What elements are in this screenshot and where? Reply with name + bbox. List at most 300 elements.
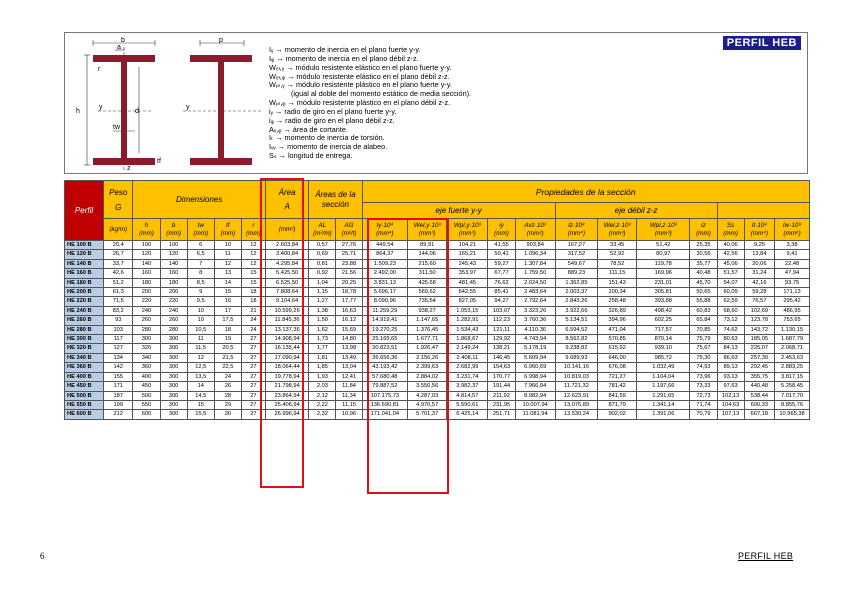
table-cell: 471,04 bbox=[598, 325, 637, 334]
diagram-label-z: z bbox=[127, 165, 131, 171]
table-cell: 6.060,69 bbox=[515, 363, 555, 372]
table-cell: 4.814,57 bbox=[447, 391, 488, 400]
table-cell: 27 bbox=[241, 335, 265, 344]
table-cell: 165,21 bbox=[447, 250, 488, 259]
table-row bbox=[65, 250, 810, 259]
i-beam-cross-section-diagram bbox=[73, 37, 265, 171]
diagram-label-a: a bbox=[117, 44, 121, 51]
table-cell: 1,27 bbox=[309, 297, 336, 306]
diagram-label-r: r bbox=[98, 66, 101, 73]
table-cell: 1.307,84 bbox=[515, 259, 555, 268]
table-cell: 3,38 bbox=[775, 241, 810, 250]
table-cell: 57.680,48 bbox=[362, 372, 408, 381]
table-cell: 11.845,36 bbox=[265, 316, 308, 325]
header-col: Iw·10⁹ (mm⁶) bbox=[775, 219, 810, 241]
table-cell: 2,12 bbox=[309, 391, 336, 400]
table-cell: 18 bbox=[241, 288, 265, 297]
table-cell: 260 bbox=[133, 316, 160, 325]
table-cell: 180 bbox=[133, 278, 160, 287]
table-cell: 12 bbox=[241, 241, 265, 250]
table-cell: 74,62 bbox=[717, 325, 744, 334]
table-cell: 0,69 bbox=[309, 250, 336, 259]
table-cell: 76,57 bbox=[744, 297, 774, 306]
table-cell: 11,15 bbox=[336, 400, 362, 409]
table-cell: 144,06 bbox=[408, 250, 447, 259]
table-cell: 300 bbox=[160, 363, 187, 372]
legend-line: (igual al doble del momento estático de media sección). bbox=[291, 89, 472, 99]
table-cell: 258,48 bbox=[598, 297, 637, 306]
table-cell: 1.926,47 bbox=[408, 344, 447, 353]
table-cell: 27 bbox=[241, 353, 265, 362]
table-cell: 104,21 bbox=[447, 241, 488, 250]
table-cell: 2,32 bbox=[309, 410, 336, 419]
table-cell: 300 bbox=[160, 353, 187, 362]
legend-line: iᵧ → radio de giro en el plano fuerte y-y. bbox=[269, 106, 397, 116]
table-cell: 40,48 bbox=[690, 269, 717, 278]
table-cell: 1,85 bbox=[309, 363, 336, 372]
table-cell: 23,88 bbox=[336, 259, 362, 268]
table-cell: 600 bbox=[133, 410, 160, 419]
table-cell: 71,74 bbox=[690, 400, 717, 409]
table-cell: 4.970,57 bbox=[408, 400, 447, 409]
footer-title: PERFIL HEB bbox=[738, 551, 794, 561]
table-cell: 45,70 bbox=[690, 278, 717, 287]
table-cell: 8 bbox=[187, 269, 214, 278]
table-cell: 171 bbox=[104, 382, 133, 391]
table-cell: 10.141,16 bbox=[555, 363, 597, 372]
table-cell: 16,63 bbox=[336, 306, 362, 315]
table-cell: 27 bbox=[241, 382, 265, 391]
table-cell: 220 bbox=[133, 297, 160, 306]
table-cell: 27 bbox=[241, 400, 265, 409]
table-cell: 136.690,81 bbox=[362, 400, 408, 409]
table-cell: 10 bbox=[214, 241, 241, 250]
table-cell: 676,08 bbox=[598, 363, 637, 372]
table-cell: 215,60 bbox=[408, 259, 447, 268]
legend-panel bbox=[64, 32, 808, 174]
table-cell: 24 bbox=[241, 325, 265, 334]
table-cell: 21.798,94 bbox=[265, 382, 308, 391]
table-cell: 52,92 bbox=[598, 250, 637, 259]
table-cell: 569,62 bbox=[408, 288, 447, 297]
table-cell: 2.792,64 bbox=[515, 297, 555, 306]
table-cell: 600,33 bbox=[744, 400, 774, 409]
table-cell: 93 bbox=[104, 316, 133, 325]
table-cell: 3.817,15 bbox=[775, 372, 810, 381]
table-cell: 6.998,94 bbox=[515, 372, 555, 381]
table-cell: 12,5 bbox=[187, 363, 214, 372]
table-cell: 60,83 bbox=[690, 306, 717, 315]
table-cell: 5.590,61 bbox=[447, 400, 488, 409]
header-col: b (mm) bbox=[160, 219, 187, 241]
table-cell: 142 bbox=[104, 363, 133, 372]
table-cell: 1,15 bbox=[309, 288, 336, 297]
table-cell: 36.656,36 bbox=[362, 353, 408, 362]
table-cell: 211,92 bbox=[488, 391, 515, 400]
table-cell: 61,3 bbox=[104, 288, 133, 297]
table-cell: 13 bbox=[214, 269, 241, 278]
table-cell: 245,43 bbox=[447, 259, 488, 268]
table-cell: 112,23 bbox=[488, 316, 515, 325]
table-cell: 1.147,65 bbox=[408, 316, 447, 325]
table-cell: 393,88 bbox=[637, 297, 690, 306]
header-col: Iy·10⁴ (mm⁴) bbox=[362, 219, 408, 241]
table-cell: 15 bbox=[241, 278, 265, 287]
table-cell: 13,04 bbox=[336, 363, 362, 372]
table-cell: 311,50 bbox=[408, 269, 447, 278]
table-cell: 280 bbox=[160, 325, 187, 334]
profile-name-cell: HE 140 B bbox=[65, 259, 104, 268]
table-cell: 2.399,63 bbox=[408, 363, 447, 372]
table-cell: 79.887,52 bbox=[362, 382, 408, 391]
legend-line: Aᵥ,ᵩ → área de cortante. bbox=[269, 124, 348, 134]
table-cell: 47,94 bbox=[775, 269, 810, 278]
table-cell: 12,41 bbox=[336, 372, 362, 381]
table-cell: 121,11 bbox=[488, 325, 515, 334]
table-cell: 70,85 bbox=[690, 325, 717, 334]
table-cell: 14.919,41 bbox=[362, 316, 408, 325]
table-cell: 2.024,50 bbox=[515, 278, 555, 287]
table-cell: 146,45 bbox=[488, 353, 515, 362]
diagram-label-h: h bbox=[76, 108, 80, 115]
table-cell: 2.884,02 bbox=[408, 372, 447, 381]
table-cell: 903,84 bbox=[515, 241, 555, 250]
table-cell: 14 bbox=[187, 382, 214, 391]
table-cell: 400 bbox=[133, 372, 160, 381]
table-row bbox=[65, 316, 810, 325]
header-col: h (mm) bbox=[133, 219, 160, 241]
table-cell: 40,06 bbox=[717, 241, 744, 250]
header-col: Wel,z·10³ (mm³) bbox=[598, 219, 637, 241]
heb-profile-table bbox=[64, 180, 810, 420]
table-cell: 3.323,26 bbox=[515, 306, 555, 315]
table-cell: 51,42 bbox=[637, 241, 690, 250]
table-cell: 2.483,64 bbox=[515, 288, 555, 297]
table-cell: 27 bbox=[241, 344, 265, 353]
table-cell: 78,52 bbox=[598, 259, 637, 268]
table-cell: 16 bbox=[214, 297, 241, 306]
table-cell: 280 bbox=[133, 325, 160, 334]
table-cell: 104,63 bbox=[717, 400, 744, 409]
table-cell: 353,97 bbox=[447, 269, 488, 278]
table-row bbox=[65, 259, 810, 268]
table-row bbox=[65, 269, 810, 278]
table-cell: 200,34 bbox=[598, 288, 637, 297]
table-cell: 320 bbox=[133, 344, 160, 353]
table-cell: 538,44 bbox=[744, 391, 774, 400]
table-cell: 1.509,23 bbox=[362, 259, 408, 268]
table-cell: 11.259,29 bbox=[362, 306, 408, 315]
table-cell: 14 bbox=[214, 278, 241, 287]
table-cell: 18,78 bbox=[336, 288, 362, 297]
table-cell: 123,78 bbox=[744, 316, 774, 325]
table-cell: 27 bbox=[241, 391, 265, 400]
table-cell: 19.270,25 bbox=[362, 325, 408, 334]
table-cell: 11.081,94 bbox=[515, 410, 555, 419]
table-cell: 7 bbox=[187, 259, 214, 268]
table-row bbox=[65, 372, 810, 381]
table-cell: 21,5 bbox=[214, 353, 241, 362]
table-cell: 8.855,76 bbox=[775, 400, 810, 409]
profile-name-cell: HE 180 B bbox=[65, 278, 104, 287]
table-row bbox=[65, 344, 810, 353]
table-cell: 33,7 bbox=[104, 259, 133, 268]
diagram-label-tw: tw bbox=[113, 124, 120, 131]
table-cell: 4.287,03 bbox=[408, 391, 447, 400]
profile-name-cell: HE 450 B bbox=[65, 382, 104, 391]
table-cell: 1.391,06 bbox=[637, 410, 690, 419]
table-cell: 8.090,96 bbox=[362, 297, 408, 306]
table-cell: 111,15 bbox=[598, 269, 637, 278]
table-cell: 13,98 bbox=[336, 344, 362, 353]
table-cell: 11,84 bbox=[336, 382, 362, 391]
profile-name-cell: HE 360 B bbox=[65, 363, 104, 372]
table-cell: 199 bbox=[104, 400, 133, 409]
table-cell: 3.231,74 bbox=[447, 372, 488, 381]
table-cell: 65,84 bbox=[690, 316, 717, 325]
table-cell: 35,77 bbox=[690, 259, 717, 268]
table-cell: 11,34 bbox=[336, 391, 362, 400]
table-cell: 25,71 bbox=[336, 250, 362, 259]
table-cell: 6.425,14 bbox=[447, 410, 488, 419]
table-cell: 841,59 bbox=[598, 391, 637, 400]
table-cell: 85,41 bbox=[488, 288, 515, 297]
table-cell: 300 bbox=[160, 382, 187, 391]
table-cell: 33,45 bbox=[598, 241, 637, 250]
header-area: Área A bbox=[265, 181, 308, 219]
table-cell: 481,45 bbox=[447, 278, 488, 287]
table-cell: 16,12 bbox=[336, 316, 362, 325]
table-cell: 1.053,15 bbox=[447, 306, 488, 315]
table-cell: 100 bbox=[133, 241, 160, 250]
table-cell: 2.682,99 bbox=[447, 363, 488, 372]
table-cell: 292,45 bbox=[744, 363, 774, 372]
table-cell: 25.406,94 bbox=[265, 400, 308, 409]
table-cell: 170,77 bbox=[488, 372, 515, 381]
table-cell: 5.609,94 bbox=[515, 353, 555, 362]
table-cell: 5.134,51 bbox=[555, 316, 597, 325]
table-cell: 151,43 bbox=[598, 278, 637, 287]
table-cell: 4.743,94 bbox=[515, 335, 555, 344]
table-cell: 17,77 bbox=[336, 297, 362, 306]
profile-name-cell: HE 400 B bbox=[65, 372, 104, 381]
table-cell: 20,25 bbox=[336, 278, 362, 287]
profile-name-cell: HE 160 B bbox=[65, 269, 104, 278]
table-cell: 2.156,26 bbox=[408, 353, 447, 362]
table-cell: 67,77 bbox=[488, 269, 515, 278]
table-row bbox=[65, 288, 810, 297]
table-cell: 17 bbox=[214, 306, 241, 315]
table-cell: 62,59 bbox=[717, 297, 744, 306]
table-cell: 8.562,82 bbox=[555, 335, 597, 344]
title-badge: PERFIL HEB bbox=[723, 36, 801, 50]
table-cell: 5.701,37 bbox=[408, 410, 447, 419]
table-cell: 70,79 bbox=[690, 410, 717, 419]
table-cell: 140 bbox=[160, 259, 187, 268]
table-cell: 0,81 bbox=[309, 259, 336, 268]
table-cell: 80,97 bbox=[637, 250, 690, 259]
table-cell: 71,5 bbox=[104, 297, 133, 306]
header-perfil: Perfil bbox=[65, 181, 104, 241]
legend-line: Wₑₗ,ᵩ → módulo resistente elástico en el plano débil z-z. bbox=[269, 71, 450, 81]
table-cell: 667,18 bbox=[744, 410, 774, 419]
legend-line: Wₚₗ,ᵧ → módulo resistente plástico en el plano fuerte y-y. bbox=[269, 80, 452, 90]
table-cell: 50,41 bbox=[488, 250, 515, 259]
table-cell: 18 bbox=[214, 325, 241, 334]
table-cell: 12.623,91 bbox=[555, 391, 597, 400]
table-cell: 340 bbox=[133, 353, 160, 362]
table-cell: 89,13 bbox=[717, 363, 744, 372]
table-cell: 72,73 bbox=[690, 391, 717, 400]
table-cell: 440,48 bbox=[744, 382, 774, 391]
table-cell: 295,42 bbox=[775, 297, 810, 306]
table-cell: 6,5 bbox=[187, 250, 214, 259]
table-cell: 646,00 bbox=[598, 353, 637, 362]
table-cell: 25,35 bbox=[690, 241, 717, 250]
table-cell: 171.041,04 bbox=[362, 410, 408, 419]
header-col: Wel,y·10³ (mm³) bbox=[408, 219, 447, 241]
table-cell: 902,02 bbox=[598, 410, 637, 419]
table-row bbox=[65, 391, 810, 400]
header-col: r (mm) bbox=[241, 219, 265, 241]
table-cell: 42,16 bbox=[744, 278, 774, 287]
table-cell: 13,49 bbox=[336, 353, 362, 362]
table-cell: 360 bbox=[133, 363, 160, 372]
table-cell: 10.965,38 bbox=[775, 410, 810, 419]
table-cell: 93,13 bbox=[717, 372, 744, 381]
header-col: AG (m²/t) bbox=[336, 219, 362, 241]
table-body bbox=[65, 241, 810, 420]
table-cell: 1.096,34 bbox=[515, 250, 555, 259]
table-cell: 642,55 bbox=[447, 288, 488, 297]
table-cell: 73,12 bbox=[717, 316, 744, 325]
table-cell: 3.550,56 bbox=[408, 382, 447, 391]
table-cell: 2.603,84 bbox=[265, 241, 308, 250]
table-cell: 735,54 bbox=[408, 297, 447, 306]
table-cell: 570,85 bbox=[598, 335, 637, 344]
table-cell: 73,33 bbox=[690, 382, 717, 391]
table-cell: 870,14 bbox=[637, 335, 690, 344]
table-cell: 5.258,45 bbox=[775, 382, 810, 391]
table-cell: 305,81 bbox=[637, 288, 690, 297]
table-cell: 94,27 bbox=[488, 297, 515, 306]
legend-line: Wₑₗ,ᵧ → módulo resistente elástico en el plano fuerte y-y. bbox=[269, 62, 452, 72]
table-cell: 138,21 bbox=[488, 344, 515, 353]
header-col: Iz·10⁴ (mm⁴) bbox=[555, 219, 597, 241]
table-cell: 231,01 bbox=[637, 278, 690, 287]
table-cell: 2.068,71 bbox=[775, 344, 810, 353]
table-cell: 200 bbox=[160, 288, 187, 297]
table-cell: 51,57 bbox=[717, 269, 744, 278]
table-cell: 1.362,85 bbox=[555, 278, 597, 287]
table-cell: 12 bbox=[241, 250, 265, 259]
table-cell: 17.090,94 bbox=[265, 353, 308, 362]
table-cell: 8.982,94 bbox=[515, 391, 555, 400]
table-cell: 86,63 bbox=[717, 353, 744, 362]
table-cell: 13,5 bbox=[187, 372, 214, 381]
legend-line: Iₜ → momento de inercia de torsión. bbox=[269, 133, 385, 143]
header-area-unit: (mm²) bbox=[265, 219, 308, 241]
table-cell: 11 bbox=[214, 250, 241, 259]
table-cell: 10,5 bbox=[187, 325, 214, 334]
table-cell: 1,77 bbox=[309, 344, 336, 353]
table-cell: 2.883,25 bbox=[775, 363, 810, 372]
table-cell: 1.759,50 bbox=[515, 269, 555, 278]
table-cell: 6 bbox=[187, 241, 214, 250]
table-cell: 28 bbox=[214, 391, 241, 400]
table-cell: 9.238,82 bbox=[555, 344, 597, 353]
page-number: 6 bbox=[40, 551, 45, 561]
table-cell: 717,57 bbox=[637, 325, 690, 334]
table-cell: 300 bbox=[160, 400, 187, 409]
table-cell: 24 bbox=[241, 316, 265, 325]
table-cell: 1,81 bbox=[309, 353, 336, 362]
table-cell: 449,54 bbox=[362, 241, 408, 250]
table-cell: 827,05 bbox=[447, 297, 488, 306]
table-cell: 231,95 bbox=[488, 400, 515, 409]
table-cell: 59,27 bbox=[488, 259, 515, 268]
table-cell: 6.594,52 bbox=[555, 325, 597, 334]
header-col: iy (mm) bbox=[488, 219, 515, 241]
table-cell: 13.076,89 bbox=[555, 400, 597, 409]
header-col: Wpl,z·10³ (mm³) bbox=[637, 219, 690, 241]
legend-text-block bbox=[269, 46, 471, 161]
table-cell: 45,06 bbox=[717, 259, 744, 268]
table-cell: 2.492,00 bbox=[362, 269, 408, 278]
header-eje-fuerte: eje fuerte y-y bbox=[362, 203, 555, 219]
table-cell: 300 bbox=[160, 410, 187, 419]
table-cell: 355,75 bbox=[744, 372, 774, 381]
profile-name-cell: HE 240 B bbox=[65, 306, 104, 315]
table-cell: 1.291,65 bbox=[637, 391, 690, 400]
header-col: iz (mm) bbox=[690, 219, 717, 241]
table-cell: 1.534,43 bbox=[447, 325, 488, 334]
table-cell: 0,92 bbox=[309, 269, 336, 278]
table-cell: 549,67 bbox=[555, 259, 597, 268]
table-cell: 13.530,24 bbox=[555, 410, 597, 419]
header-areas-seccion: Áreas de la sección bbox=[309, 181, 362, 219]
header-dimensiones: Dimensiones bbox=[133, 181, 266, 219]
table-cell: 117 bbox=[104, 335, 133, 344]
table-cell: 73,96 bbox=[690, 372, 717, 381]
header-peso: Peso G bbox=[104, 181, 133, 219]
header-col: AL (m²/m) bbox=[309, 219, 336, 241]
table-cell: 1,04 bbox=[309, 278, 336, 287]
profile-name-cell: HE 500 B bbox=[65, 391, 104, 400]
header-col: Ss (mm) bbox=[717, 219, 744, 241]
header-col: tw (mm) bbox=[187, 219, 214, 241]
table-cell: 12 bbox=[187, 353, 214, 362]
table-cell: 42,6 bbox=[104, 269, 133, 278]
table-cell: 185,05 bbox=[744, 335, 774, 344]
profile-name-cell: HE 200 B bbox=[65, 288, 104, 297]
table-cell: 155 bbox=[104, 372, 133, 381]
table-cell: 5.696,17 bbox=[362, 288, 408, 297]
table-cell: 3.760,36 bbox=[515, 316, 555, 325]
table-cell: 169,96 bbox=[637, 269, 690, 278]
table-cell: 84,13 bbox=[717, 344, 744, 353]
table-cell: 257,30 bbox=[744, 353, 774, 362]
table-row bbox=[65, 410, 810, 419]
table-cell: 27 bbox=[241, 372, 265, 381]
table-cell: 721,27 bbox=[598, 372, 637, 381]
table-cell: 240 bbox=[160, 306, 187, 315]
table-cell: 1.282,91 bbox=[447, 316, 488, 325]
table-cell: 220 bbox=[160, 297, 187, 306]
table-cell: 68,60 bbox=[717, 306, 744, 315]
table-cell: 27 bbox=[241, 410, 265, 419]
table-cell: 19.778,94 bbox=[265, 372, 308, 381]
